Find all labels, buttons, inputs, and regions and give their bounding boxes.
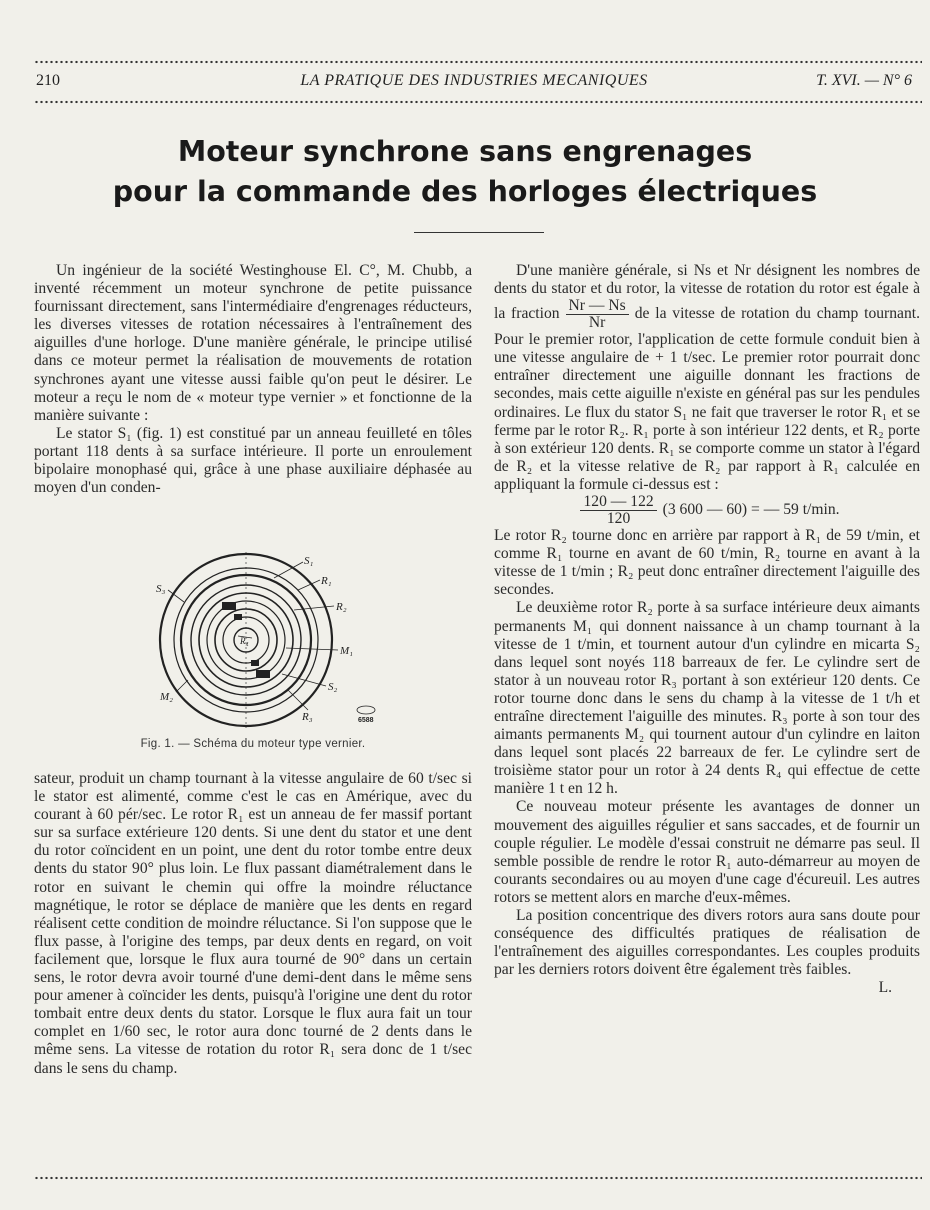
stamp-icon <box>357 706 375 714</box>
label-s2: S₂ <box>328 681 338 693</box>
formula-denominator: 120 <box>606 510 631 528</box>
volume-number: T. XVI. — N° 6 <box>816 72 912 89</box>
motor-diagram <box>148 550 388 732</box>
left-column-bottom <box>34 770 472 1078</box>
label-r1: R₁ <box>321 575 332 587</box>
label-m2: M₂ <box>160 691 173 703</box>
journal-title: LA PRATIQUE DES INDUSTRIES MECANIQUES <box>300 72 648 89</box>
stamp-number: 6588 <box>358 717 374 724</box>
article-title <box>0 132 930 212</box>
label-s3: S₃ <box>156 583 166 595</box>
text-span: de la vitesse de rotation du champ tournant. Pour le premier rotor, l'application de cette formule conduit bien à une vitesse angulaire de + 1 t/sec. Le premier rotor pourrait donc entraîner directement une aiguille donnant les fractions de secondes, mais cette aiguille n'existe en général pas sur les pendules ordinaires. Le flux du stator S₁ ne fait que traverser le rotor R₁ et se ferme par le rotor R₂. R₁ porte à son intérieur 122 dents, et R₂ porte à son extérieur 120 dents. R₁ se comporte comme un stator à l'égard de R₂ et la vitesse relative de R₂ par rapport à R₁ calculée en appliquant la formule ci-dessus est : <box>494 305 920 493</box>
paragraph-with-fraction <box>494 262 920 494</box>
formula-numerator: 120 — 122 <box>580 494 656 511</box>
text-span: D'une manière générale, si Ns et Nr désignent les nombres de dents du stator et du rotor, la vitesse de rotation du rotor est égale à la fraction <box>494 262 920 323</box>
paragraph: Un ingénieur de la société Westinghouse El. C°, M. Chubb, a inventé récemment un moteur synchrone de petite puissance fournissant directement, sans l'intermédiaire d'engrenages réducteurs, les diverses vitesses de rotation nécessaires à l'entraînement des aiguilles d'une horloge. D'une manière générale, le principe utilisé dans ce moteur permet la réalisation de mouvements de rotation synchrones ayant une vitesse aussi faible qu'on peut le désirer. Le moteur a reçu le nom de « moteur type vernier » et fonctionne de la manière suivante : <box>34 262 472 424</box>
formula-fraction <box>580 494 656 527</box>
running-header <box>36 72 912 94</box>
paragraph: sateur, produit un champ tournant à la vitesse angulaire de 60 t/sec si le stator est alimenté, comme c'est le cas en Amérique, avec du courant à 60 pér/sec. Le rotor R₁ est un anneau de fer massif portant sur sa surface extérieure 120 dents. Si une dent du stator et une dent du rotor coïncident en un point, une dent du rotor tombe entre deux dents du stator 90° plus loin. Le flux passant diamétralement dans le rotor en suivant le chemin qui offre la moindre réluctance magnétique, le rotor se déplace de manière que les dents en regard réalisent cette condition de moindre réluctance. Si l'on suppose que le flux passe, à l'origine des temps, par deux dents en regard, on voit facilement que, lorsque le flux aura tourné de 90° dans un certain sens, le rotor devra avoir tourné d'une demi-dent dans le même sens pour amener à coïncider les dents, puisqu'à l'origine une dent du rotor tombait entre deux dents du stator. Lorsque le flux aura fait un tour complet en 1/60 sec, le rotor aura donc tourné de 2 dents dans le même sens. La vitesse de rotation du rotor R₁ sera donc de 1 t/sec dans le sens du champ. <box>34 770 472 1077</box>
author-signature: L. <box>878 979 892 997</box>
left-column-top <box>34 262 472 497</box>
paragraph: La position concentrique des divers rotors aura sans doute pour conséquence des difficultés pratiques de réalisation de l'entraînement des aiguilles correspondantes. Les couples produits par les derniers rotors doivent être également très faibles. <box>494 907 920 979</box>
title-line-1: Moteur synchrone sans engrenages <box>177 135 753 168</box>
header-dotted-rule <box>34 100 922 104</box>
label-m1: M₁ <box>340 645 353 657</box>
label-s1: S₁ <box>304 555 314 567</box>
paragraph: Le deuxième rotor R₂ porte à sa surface intérieure deux aimants permanents M₁ qui donnent naissance à un champ tournant à la vitesse de 1 t/min, et tournent autour d'un cylindre en micarta S₂ dans lequel sont noyés 118 barreaux de fer. Le cylindre sert de stator à un nouveau rotor R₃ portant à son extérieur 120 dents. Ce rotor tourne donc dans le sens du champ à la vitesse de 1 t/h et entraîne directement l'aiguille des minutes. R₃ porte à son tour des aimants permanents M₂ qui tournent autour d'un cylindre en laiton dans lequel sont placés 22 barreaux de fer. Le cylindre sert de troisième stator pour un rotor à 24 dents R₄ qui effectue de cette manière 1 t en 12 h. <box>494 599 920 798</box>
label-r3: R₃ <box>302 711 313 723</box>
paragraph: Le stator S₁ (fig. 1) est constitué par un anneau feuilleté en tôles portant 118 dents à sa surface intérieure. Il porte un enroulement bipolaire monophasé qui, grâce à une phase auxiliaire déphasée au moyen d'un conden- <box>34 424 472 497</box>
formula-rest: (3 600 — 60) = — 59 t/min. <box>662 501 840 519</box>
title-line-2: pour la commande des horloges électriques <box>112 175 818 208</box>
bottom-dotted-rule <box>34 1176 922 1180</box>
label-r2: R₂ <box>336 601 347 613</box>
fraction-numerator: Nr — Ns <box>566 298 629 315</box>
fraction-denominator: Nr <box>588 314 606 332</box>
page-number: 210 <box>36 72 60 89</box>
right-column <box>494 262 920 997</box>
figure-caption: Fig. 1. — Schéma du moteur type vernier. <box>140 738 366 750</box>
fraction <box>566 298 629 331</box>
formula <box>494 494 920 527</box>
label-r4: R₄ <box>240 636 249 646</box>
paragraph: Ce nouveau moteur présente les avantages de donner un mouvement des aiguilles régulier et sans saccades, et de fournir un couple régulier. Le modèle d'essai construit ne démarre pas seul. Il semble possible de rendre le rotor R₁ auto-démarreur au moyen de courants secondaires ou au moyen d'une cage d'écureuil. Les autres rotors se mettent alors en marche d'eux-mêmes. <box>494 798 920 906</box>
top-dotted-rule <box>34 60 922 64</box>
title-rule <box>414 232 544 233</box>
paragraph: Le rotor R₂ tourne donc en arrière par rapport à R₁ de 59 t/min, et comme R₁ tourne en avant de 60 t/min, R₂ tourne en avant à la vitesse de 1 t/min ; R₂ peut donc entraîner directement l'aiguille des secondes. <box>494 527 920 599</box>
